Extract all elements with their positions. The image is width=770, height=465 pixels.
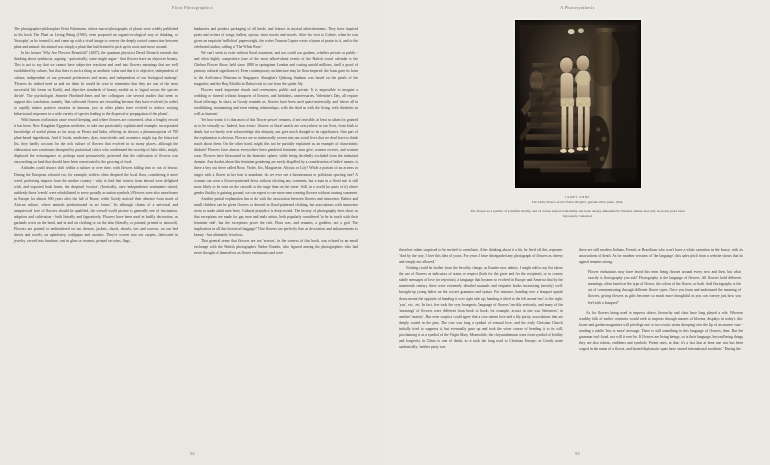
right-page-number: 93	[575, 451, 580, 456]
figure-credit: JAMES ABBE	[565, 195, 590, 199]
paragraph: In his lecture 'Why Are Flowers Beautiful?' (2007), the quantum physicist David Deutsch extends this thinking about symbiosis, arguing - quixotically, some might argue - that flowers have an objective beauty. This is not to say that we cannot have subjective reactions and read into flowers meanings that are well established by culture, 'but that there is such a thing as aesthetic value and that it is objective, independent of culture, independent of our personal preferences and tastes, and independent of our biological makeup'. 'Flowers do indeed need us and we them (it would be wise to remember that they are one of the most successful life forms on Earth), and objective standards of beauty enable us to 'signal across the species divide'. The psychologist Jeanette Haviland-Jones and her colleagues cite several studies that seem to support this conclusion, namely, 'that cultivated flowers are rewarding because they have evolved (in order) to rapidly induce positive emotion in humans, just as other plants have evolved to induce varying behavioural responses in a wide variety of species leading to the dispersal or propagation of the plants'.	[14, 51, 178, 116]
paragraph: Attitudes could always shift within a culture or over time, with flowers falling into or out of favour. During the European colonial era, for example, settlers often despised the local flora, considering it mere weed, preferring imports from the mother country - only to find that visitors from abroad were delighted with, and exported back home, the despised 'exotica'. (Ironically, once independence sentiments stirred, suddenly those 'weeds' were rehabilitated to serve proudly as nation symbols.) Flowers were also unwelcome in Europe for almost 600 years after the fall of Rome, while Goody noticed their absence from much of African culture, where animals predominated in art forms.' So although claims of a universal and unequivocal love of flowers should be qualified, the overall world picture is generally one of fascination, adoption and cultivation - both literally and figuratively. Flowers have been used in bodily decoration, as garlands worn on the head, and in and on clothing or on the skin (literally, or painted, printed or tattooed). Flowers are printed or embroidered on our dresses, jackets, shorts, shawls, ties and scarves, on our bed sheets and towels, on upholstery, wallpaper and curtains. They're woven into our carpets, fabricated in jewelry, carved into furniture, cast in glass or ceramic, printed on coins, flags,	[14, 166, 178, 244]
left-page-number: 92	[190, 451, 195, 456]
right-running-head: A Photosynthesis	[560, 5, 595, 10]
paragraph: Nothing could be further from the frivolity charge, as Kander now admits. I might add to my list above the use of flowers as indicators of status or respect (both for the giver and for the recipient), or to convey subtle messages of love (or rejection), a language that became so evolved in Europe and America that by the nineteenth century there were extremely detailed manuals and etiquette books instructing (mostly) well-brought-up young ladies on the correct grammar and syntax. For instance, handing over a bouquet upside down meant the opposite of handing it over right side up; handing it tilted to the left meant 'me', to the right, 'you', etc., etc. In fact, few took the very bourgeois 'language of flowers' terribly seriously, and many of the 'meanings' of flowers were different from book to book; for example, acacia in one was 'bitterness', in another 'anxiety'. But even sceptics could agree that a rose meant love and a lily purity, associations that are deeply rooted in the past. The rose was long a symbol of sensual love, and the early Christian Church initially tried to suppress it, but eventually gave up and took the wiser course of bending it to its will, proclaiming it as a symbol of the Virgin Mary. Meanwhile, the chrysanthemum went from symbol of fertility and longevity in China to one of death, as it took the long road to Christian Europe; as Goody notes sardonically, 'neither party was	[399, 266, 563, 349]
paragraph: Flowers mark important rituals and ceremonies, public and private. It is impossible to imagine a wedding or funeral without bouquets of flowers, and birthdays, anniversaries, Valentine's Day, all require floral offerings. In short, as Goody reminds us, flowers have been used quasi-universally, and 'above all in establishing, maintaining and even ending relationships, with the dead as with the living, with divinities as well as humans'.	[194, 87, 358, 116]
photograph-frame	[513, 18, 643, 190]
figure-note: The flower as a symbol of youthful vitality, and of course sexual availability, has been deeply embedded in Western culture and only in recent years been vigorously contested.	[470, 208, 685, 218]
photograph	[515, 20, 641, 188]
left-column-2	[194, 26, 358, 256]
left-running-head: Flora Photographica	[172, 5, 213, 10]
figure-title: The Dolly Sisters at the Folies Bergère,	[531, 200, 588, 205]
figure-title-line	[463, 200, 693, 205]
right-column-2	[579, 247, 743, 352]
left-page-columns	[14, 26, 358, 256]
paragraph: banknotes and product packaging of all kinds, and feature in myriad advertisements. They have inspired poets and writers of songs, ballets, operas, short stories and novels. After his visit to Colette, when he was given an exquisite 'millefiori' paperweight, the writer Truman Capote wrote a hymn of praise to it, and to the celebrated author, calling it 'The White Rose'.	[194, 27, 358, 50]
paragraph: That general sense that flowers are not 'serious', in the context of this book, was echoed in an email exchange with the British photographer Nadav Kander, who figured among the photographers who had never thought of themselves as flower enthusiasts and were	[194, 239, 358, 256]
right-page	[385, 0, 770, 465]
right-page-columns	[399, 247, 743, 352]
paragraph: We can't seem to exist without floral ornament, and nor could our gardens, whether private or public - and often highly competitive (one of the most talked-about events of the British social calendar is the Chelsea Flower Show, held since 1888 in springtime London and costing untold millions, itself a proof of primary cultural significance). Even contemporary architecture may be flora-inspired: the lotus gave its form to the ArtScience Museum in Singapore; Shanghai's Qizhong Stadium was based on the petals of the magnolia; and the Burj Khalifa in Dubai took its cue from the spider lily.	[194, 51, 358, 86]
right-column-1	[399, 247, 563, 352]
left-column-1	[14, 26, 178, 256]
figure-block	[385, 18, 770, 219]
photograph-image	[515, 20, 641, 188]
paragraph: With human civilization came record keeping, and where flowers are concerned, what a lengthy record it has been. Now Kingdom Egyptian medicine, to take one particularly sophisticated example, incorporated knowledge of useful plants as far away as Persia and India, offering its doctors a pharmacopoeia of 700 plant-based ingredients. And if foods, medicines, dyes, insecticides and cosmetics might top the historical list, they hardly account for the rich culture of flowers that evolved in so many places, although the elaboration was sometimes disrupted by puritanical critics who condemned the worship of false idols, simply displaced the extravagance or, perhaps more persuasively, protested that the cultivation of flowers was encroaching on land that should have been consecrated to the growing of food.	[14, 117, 178, 165]
paragraph: there are still modern Italians, French or Brazilians who won't have a white carnation in the house, with its associations of death. As for modern versions of 'the language', this sales pitch from a website shows that its appeal remains strong:	[579, 248, 743, 265]
paragraph: Another partial explanation has to do with the association between flowers and innocence. Babies and small children can be given flowers or dressed in floral-patterned clothing, but associations with innocence seem to make adult men leery. Cultural prejudice is deep-rooted. The history of photography does show us that exceptions are made for gay men and male artists, both popularly considered 'to be in touch with their feminine side', but the exceptions prove the rule. Flora was, and remains, a goddess, not a god. The implication in all this historical baggage? That flowers are perfectly fine as decoration and enhancements to beauty - but ultimately frivolous.	[194, 196, 358, 238]
figure-caption	[463, 195, 693, 219]
paragraph: Yet how ironic it is that most of this 'flower power' remains, if not invisible, at least so taken for granted as to be virtually so. Indeed, how ironic: flowers or floral motifs are everywhere in our lives, from birth to death, but we barely ever acknowledge this ubiquity, nor give much thought to its significance. One part of the explanation is obvious. Flowers are so intrinsically woven into our social lives that we don't have to think much about them. On the other hand, might this not be partially explained as an example of chauvinistic disdain? Flowers have almost everywhere been gendered feminine; men give, women receive, and women wear. Flowers have blossomed in the domestic sphere, while being decidedly excluded from the industrial domain. Any doubts about this feminine gendering are easily dispelled by a consideration of ladies' names: is there a boy out there called Rose, Violet, Iris, Marguerite, Alyssia or Lily? While a portrait of an actress or singer with a flower in her hair is mundane, do we ever see a businessman or politician sporting one? A woman can wear a flower-patterned dress without eliciting any comment, but a man in a floral suit is still more likely to be seen on the catwalk or the stage than on the street. Still, in a world (or parts of it) where gender fluidity is gaining ground, we can expect to see more men wearing flowers without causing comment.	[194, 117, 358, 195]
paragraph: The photographer-philosopher Ernst Fuhrmann, whose macro-photographs of plants were widely published in his book The Plant as Living Being (1930), even proposed an organic-ecological way of thinking, or 'biosophy' as he termed it, and came up with a vivid image to convey the deeply rooted connection between plant and animal: the animal was simply a plant that had learned to pick up its roots and move around.	[14, 27, 178, 50]
paragraph: As for flowers being used to impress others, hierarchy and class have long played a role. Whereas wealthy folk of earlier centuries would seek to impress through masses of blooms, displays in today's chic house and garden magazines will privilege one or two exotic stems drooping over the lip of an austere vase - sending a subtle 'less is more' message. There is still something to this language of flowers, then. But the grammar isn't fixed, nor will it ever be. If flowers are living beings, so is their language, beyond being things they are also tokens, emblems and symbols. Potent ones, at that: it's a fact that at least one war has been waged in the name of a flower, and heated diplomatic spats have caused international incidents.'' During the	[579, 310, 743, 351]
figure-title-details: gelatin silver print, 1924.	[587, 200, 624, 205]
paragraph: therefore rather surprised to be invited to contribute. After thinking about it a bit, he fired off this response: 'And by the way, I love this idea of yours. For years I have disregarded any photograph of flowers as cheesy and simply not allowed.'	[399, 248, 563, 265]
pull-quote: Flower enthusiasts may have heard this term being thrown around every now and then, but what exactly is floriography you ask? Floriography is the language of flowers. All flowers hold different meanings, often based on the type of flower, the colour of the flower, or both. And floriography is the art of communicating through different flower types. Once you learn and understand the meaning of flowers, giving flowers as gifts becomes so much more thoughtful as you can convey just how you feel with a bouquet!'	[588, 270, 741, 305]
